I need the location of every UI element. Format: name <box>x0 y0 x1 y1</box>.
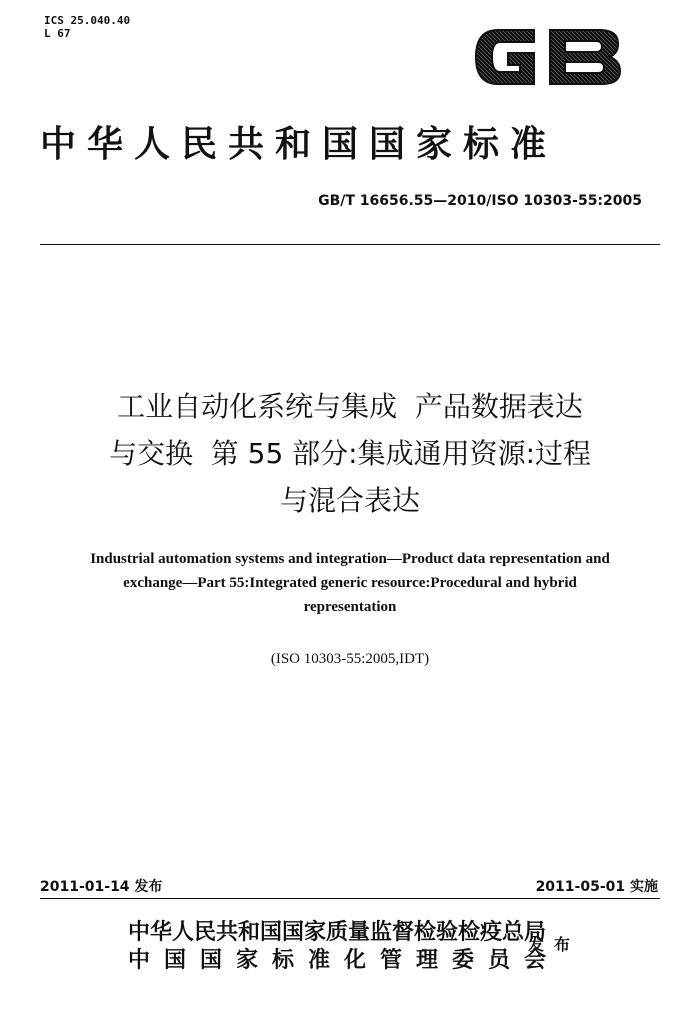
issuer-sac: 中国国家标准化管理委员会 <box>128 947 561 973</box>
title-zh-line-2: 与交换 第 55 部分:集成通用资源:过程 <box>108 437 592 470</box>
title-zh-line-3: 与混合表达 <box>279 484 420 517</box>
standard-number: GB/T 16656.55—2010/ISO 10303-55:2005 <box>318 193 642 209</box>
issuer-aqsiq: 中华人民共和国国家质量监督检验检疫总局 <box>128 919 547 945</box>
implementation-date: 2011-05-01 实施 <box>535 879 658 895</box>
publish-label: 发布 <box>528 935 581 954</box>
ccs-code: L 67 <box>44 27 71 40</box>
header-divider <box>40 244 660 245</box>
title-zh-line-1: 工业自动化系统与集成 产品数据表达 <box>117 390 583 423</box>
gb-logo <box>468 20 628 94</box>
title-en-line-1: Industrial automation systems and integration—Product data representation and <box>90 551 610 567</box>
iso-equivalence: (ISO 10303-55:2005,IDT) <box>270 651 430 667</box>
title-en-line-2: exchange—Part 55:Integrated generic resource:Procedural and hybrid <box>123 575 577 591</box>
title-en-line-3: representation <box>303 599 397 615</box>
national-standard-title: 中华人民共和国国家标准 <box>40 123 558 165</box>
issue-date: 2011-01-14 发布 <box>40 879 163 895</box>
footer-divider <box>40 898 660 899</box>
ics-code: ICS 25.040.40 <box>44 14 131 27</box>
